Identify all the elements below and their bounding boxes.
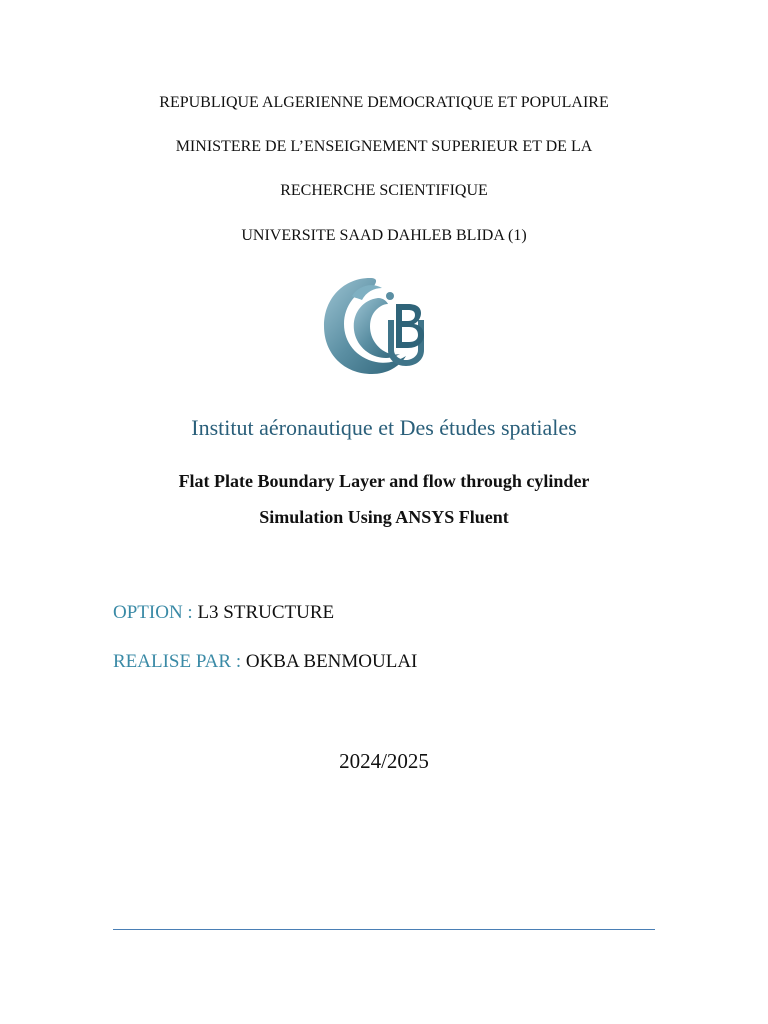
ministry-heading-line2: RECHERCHE SCIENTIFIQUE xyxy=(280,182,488,199)
university-logo-icon xyxy=(322,274,434,378)
author-label: REALISE PAR : xyxy=(113,651,246,672)
option-label: OPTION : xyxy=(113,602,198,623)
footer-divider xyxy=(113,929,655,930)
republic-heading: REPUBLIQUE ALGERIENNE DEMOCRATIQUE ET POPULAIRE xyxy=(159,94,609,111)
institute-name: Institut aéronautique et Des études spatiales xyxy=(191,415,577,440)
author-value: OKBA BENMOULAI xyxy=(245,651,418,672)
author-row xyxy=(113,650,417,674)
document-title-line2: Simulation Using ANSYS Fluent xyxy=(259,507,509,527)
university-heading: UNIVERSITE SAAD DAHLEB BLIDA (1) xyxy=(241,227,527,244)
academic-year: 2024/2025 xyxy=(339,749,429,773)
document-title-line1: Flat Plate Boundary Layer and flow through cylinder xyxy=(178,471,590,491)
option-value: L3 STRUCTURE xyxy=(197,602,335,623)
ministry-heading-line1: MINISTERE DE L’ENSEIGNEMENT SUPERIEUR ET DE LA xyxy=(175,138,593,155)
option-row xyxy=(113,601,334,625)
